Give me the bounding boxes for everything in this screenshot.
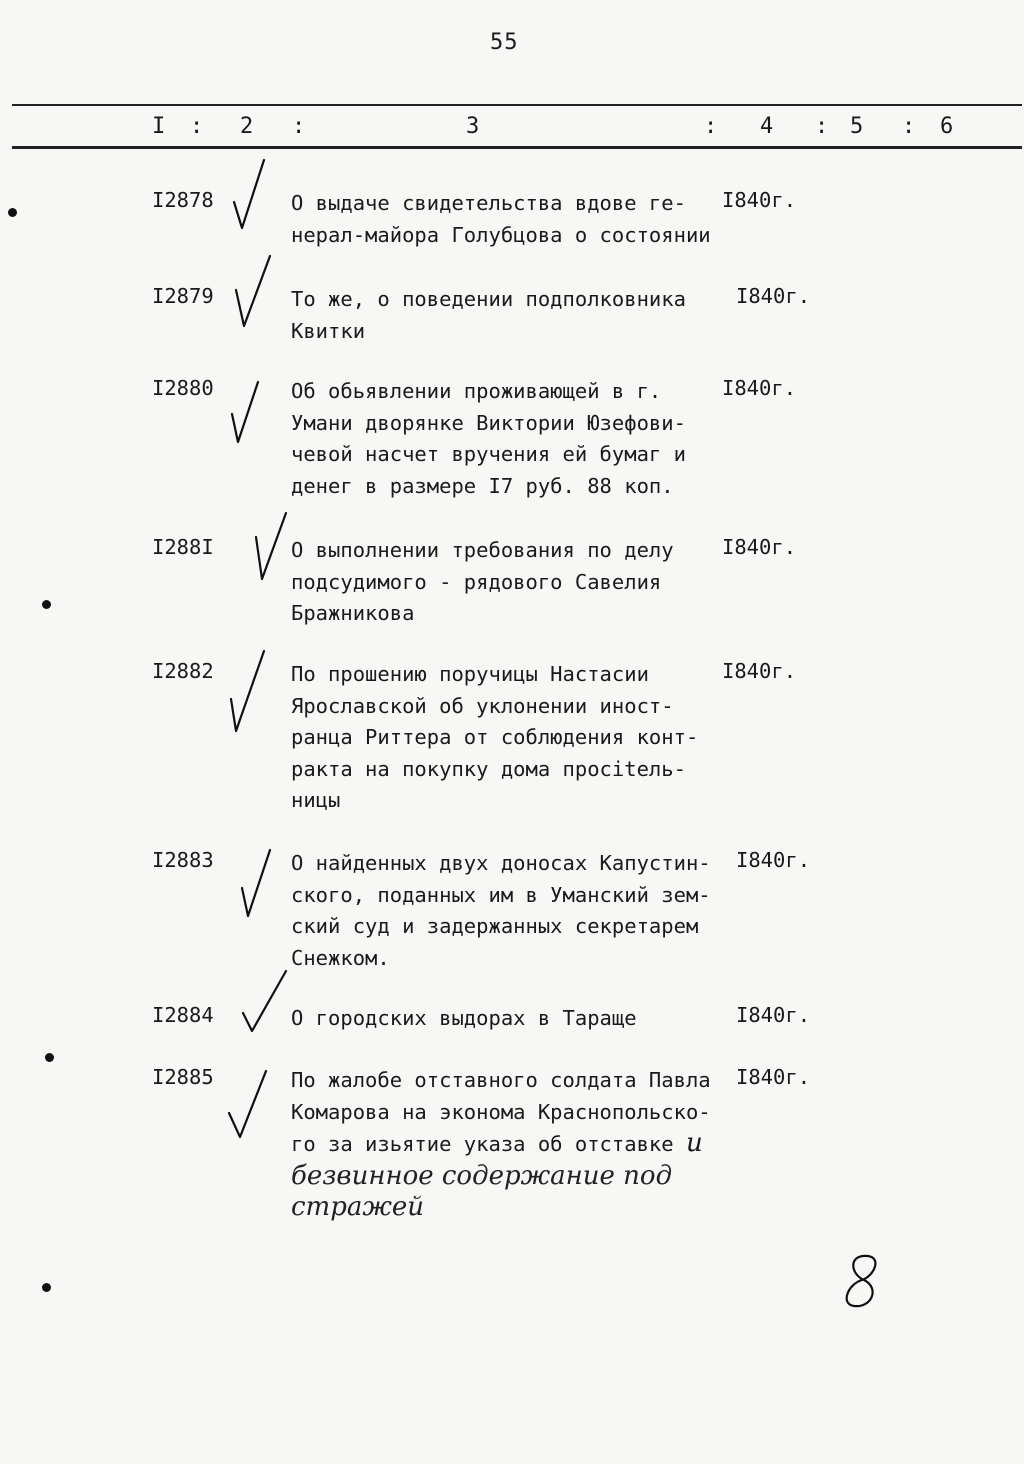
case-year: I840г. <box>722 188 797 212</box>
checkmark-icon <box>230 380 262 446</box>
header-col-2: 2 <box>240 114 254 139</box>
case-number: I2883 <box>152 848 214 872</box>
case-number: I2884 <box>152 1003 214 1027</box>
checkmark-icon <box>226 1069 270 1141</box>
description-line: Бражникова <box>291 601 415 625</box>
case-description <box>291 1065 731 1224</box>
header-bottom-rule <box>12 146 1022 149</box>
description-line: О выдаче свидетельства вдове ге- <box>291 191 686 215</box>
case-year: I840г. <box>736 848 811 872</box>
header-separator: : <box>292 114 306 139</box>
punch-hole <box>42 600 51 609</box>
description-line: Об обьявлении проживающей в г. <box>291 379 662 403</box>
checkmark-icon <box>254 511 290 583</box>
header-separator: : <box>902 114 916 139</box>
description-line: ранца Риттера от соблюдения конт- <box>291 725 699 749</box>
case-year: I840г. <box>736 1003 811 1027</box>
description-line: О найденных двух доносах Капустин- <box>291 851 711 875</box>
description-line: ницы <box>291 788 341 812</box>
case-description <box>291 188 731 251</box>
header-col-1: I <box>152 114 166 139</box>
punch-hole <box>8 208 17 217</box>
case-year: I840г. <box>722 376 797 400</box>
checkmark-icon <box>234 254 274 332</box>
page-number: 55 <box>490 30 519 55</box>
column-header-row <box>0 114 1024 144</box>
case-year: I840г. <box>736 1065 811 1089</box>
header-col-5: 5 <box>850 114 864 139</box>
sheet-count-mark <box>838 1252 888 1316</box>
header-col-6: 6 <box>940 114 954 139</box>
case-number: I2882 <box>152 659 214 683</box>
description-line: По жалобе отставного солдата Павла <box>291 1068 711 1092</box>
description-line: Комарова на эконома Краснопольско- <box>291 1099 711 1124</box>
header-col-4: 4 <box>760 114 774 139</box>
handwritten-line: стражей <box>291 1192 425 1222</box>
description-line: Ярославской об уклонении иност- <box>291 693 674 718</box>
description-line: ракта на покупку дома просitель- <box>291 756 686 781</box>
header-top-rule <box>12 104 1022 106</box>
description-line: О выполнении требования по делу <box>291 538 674 562</box>
case-description <box>291 1003 731 1035</box>
description-line: подсудимого - рядового Савелия <box>291 569 662 594</box>
description-line: чевой насчет вручения ей бумаг и <box>291 442 686 466</box>
case-description <box>291 535 731 630</box>
case-description <box>291 284 731 347</box>
description-line: Умани дворянке Виктории Юзефови- <box>291 410 686 435</box>
description-line: ского, поданных им в Уманский зем- <box>291 882 711 907</box>
case-number: I2878 <box>152 188 214 212</box>
header-separator: : <box>815 114 829 139</box>
case-description <box>291 659 731 817</box>
checkmark-icon <box>240 848 274 920</box>
description-line-text: го за изьятие указа об отставке <box>291 1132 674 1156</box>
header-separator: : <box>190 114 204 139</box>
description-line: По прошению поручицы Настасии <box>291 662 649 686</box>
header-col-3: 3 <box>466 114 480 139</box>
case-description <box>291 376 731 502</box>
case-year: I840г. <box>736 284 811 308</box>
case-number: I288I <box>152 535 214 559</box>
checkmark-icon <box>232 158 268 234</box>
handwritten-addition: и <box>685 1128 703 1158</box>
case-year: I840г. <box>722 535 797 559</box>
punch-hole <box>45 1053 54 1062</box>
case-description <box>291 848 731 974</box>
punch-hole <box>42 1283 51 1292</box>
description-line: То же, о поведении подполковника <box>291 287 686 311</box>
description-line: денег в размере I7 руб. 88 коп. <box>291 473 674 498</box>
description-line: нерал-майора Голубцова о состоянии <box>291 222 711 247</box>
case-year: I840г. <box>722 659 797 683</box>
description-line <box>291 1128 731 1161</box>
description-line: ский суд и задержанных секретарем <box>291 914 699 938</box>
checkmark-icon <box>228 649 268 737</box>
checkmark-icon <box>240 969 290 1035</box>
description-line: Снежком. <box>291 945 390 970</box>
description-line: Квитки <box>291 318 366 343</box>
case-number: I2880 <box>152 376 214 400</box>
case-number: I2879 <box>152 284 214 308</box>
description-line: О городских выдорах в Тараще <box>291 1006 637 1030</box>
handwritten-line: безвинное содержание под <box>291 1160 673 1191</box>
handwritten-digit-eight-icon <box>838 1252 888 1312</box>
header-separator: : <box>704 114 718 139</box>
case-number: I2885 <box>152 1065 214 1089</box>
